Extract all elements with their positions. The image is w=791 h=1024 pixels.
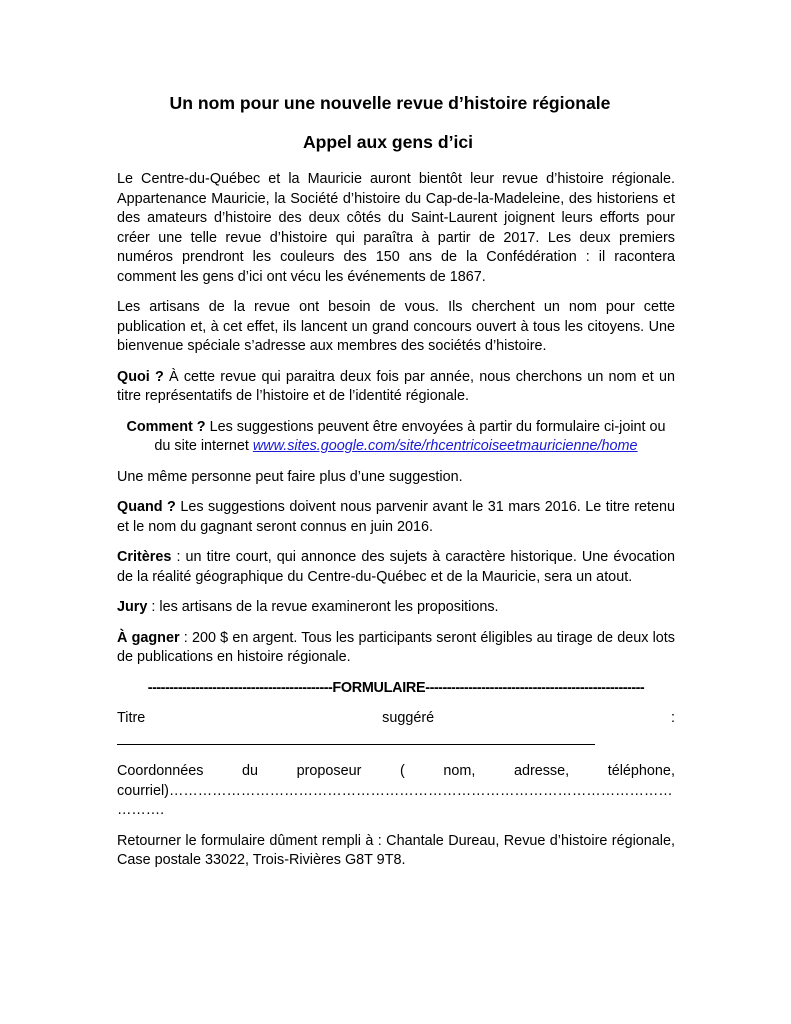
gagner-text: : 200 $ en argent. Tous les participants seront éligibles au tirage de deux lots de publications en histoire régionale.: [117, 629, 675, 665]
form-heading: FORMULAIRE: [332, 679, 426, 696]
coord-word: proposeur: [296, 763, 362, 779]
comment-label: Comment ?: [126, 418, 206, 435]
artisans-paragraph: Les artisans de la revue ont besoin de vous. Ils cherchent un nom pour cette publication et, à cet effet, ils lancent un grand concours ouvert à tous les citoyens. Une bienvenue spéciale s’adresse aux membres des sociétés d’histoire.: [117, 299, 675, 354]
jury-paragraph: [117, 598, 675, 618]
quoi-paragraph: [117, 368, 675, 407]
criteres-label: Critères: [117, 549, 172, 565]
jury-label: Jury: [117, 599, 148, 615]
document-subtitle: Appel aux gens d’ici: [302, 132, 474, 152]
website-link[interactable]: www.sites.google.com/site/rhcentricoiseetmauricienne/home: [252, 438, 638, 454]
coord-word: nom,: [443, 763, 476, 779]
quand-text: Les suggestions doivent nous parvenir avant le 31 mars 2016. Le titre retenu et le nom du gagnant seront connus en juin 2016.: [117, 499, 676, 535]
form-divider-right: ---------------------------------------------------: [425, 679, 645, 696]
form-divider: [117, 679, 675, 699]
coordinates-label-row: [117, 762, 675, 782]
quoi-text: À cette revue qui paraitra deux fois par année, nous cherchons un nom et un titre représentatifs de l’histoire et de l’identité régionale.: [117, 368, 675, 404]
document-title: Un nom pour une nouvelle revue d’histoire régionale: [169, 93, 611, 113]
intro-paragraph: Le Centre-du-Québec et la Mauricie auront bientôt leur revue d’histoire régionale. Appartenance Mauricie, la Société d’histoire du Cap-de-la-Madeleine, des historiens et des amateurs d’histoire des deux côtés du Saint-Laurent joignent leurs efforts pour créer une telle revue d’histoire qui paraîtra à partir de 2017. Les deux premiers numéros prendront les couleurs des 150 ans de la Confédération : il racontera comment les gens d’ici ont vécu les événements de 1867.: [117, 171, 675, 285]
coord-word: Coordonnées: [117, 763, 204, 779]
coord-word: du: [242, 763, 259, 779]
multiple-suggestions-paragraph: Une même personne peut faire plus d’une suggestion.: [117, 468, 463, 485]
coordinates-dotted-line-end[interactable]: ……….: [117, 802, 165, 818]
coord-word: (: [399, 763, 405, 779]
coordinates-dotted-line[interactable]: courriel)……………………………………………………………………………………………: [117, 782, 673, 799]
gagner-label: À gagner: [117, 629, 180, 646]
criteres-paragraph: [117, 548, 675, 587]
form-divider-left: -------------------------------------------: [147, 679, 333, 696]
quand-label: Quand ?: [117, 499, 176, 515]
criteres-text: : un titre court, qui annonce des sujets à caractère historique. Une évocation de la réalité géographique du Centre-du-Québec et de la Mauricie, sera un atout.: [117, 549, 675, 585]
coordinates-field: [117, 762, 675, 821]
quand-paragraph: [117, 498, 675, 537]
return-instructions: Retourner le formulaire dûment rempli à : Chantale Dureau, Revue d’histoire régionale, Case postale 33022, Trois-Rivières G8T 9T8.: [117, 832, 675, 868]
document-body: [117, 170, 675, 882]
quoi-label: Quoi ?: [117, 368, 164, 385]
jury-text: : les artisans de la revue examineront les propositions.: [147, 599, 499, 615]
coord-word: adresse,: [513, 763, 570, 779]
title-field-line[interactable]: [117, 729, 595, 745]
title-field-row: [117, 709, 675, 751]
comment-paragraph: [117, 418, 675, 457]
comment-text: Les suggestions peuvent être envoyées à partir du formulaire ci-joint ou du site internet: [154, 418, 666, 454]
coord-word: téléphone,: [607, 763, 675, 779]
title-field-label: Titre suggéré :: [117, 710, 675, 726]
gagner-paragraph: [117, 629, 675, 668]
